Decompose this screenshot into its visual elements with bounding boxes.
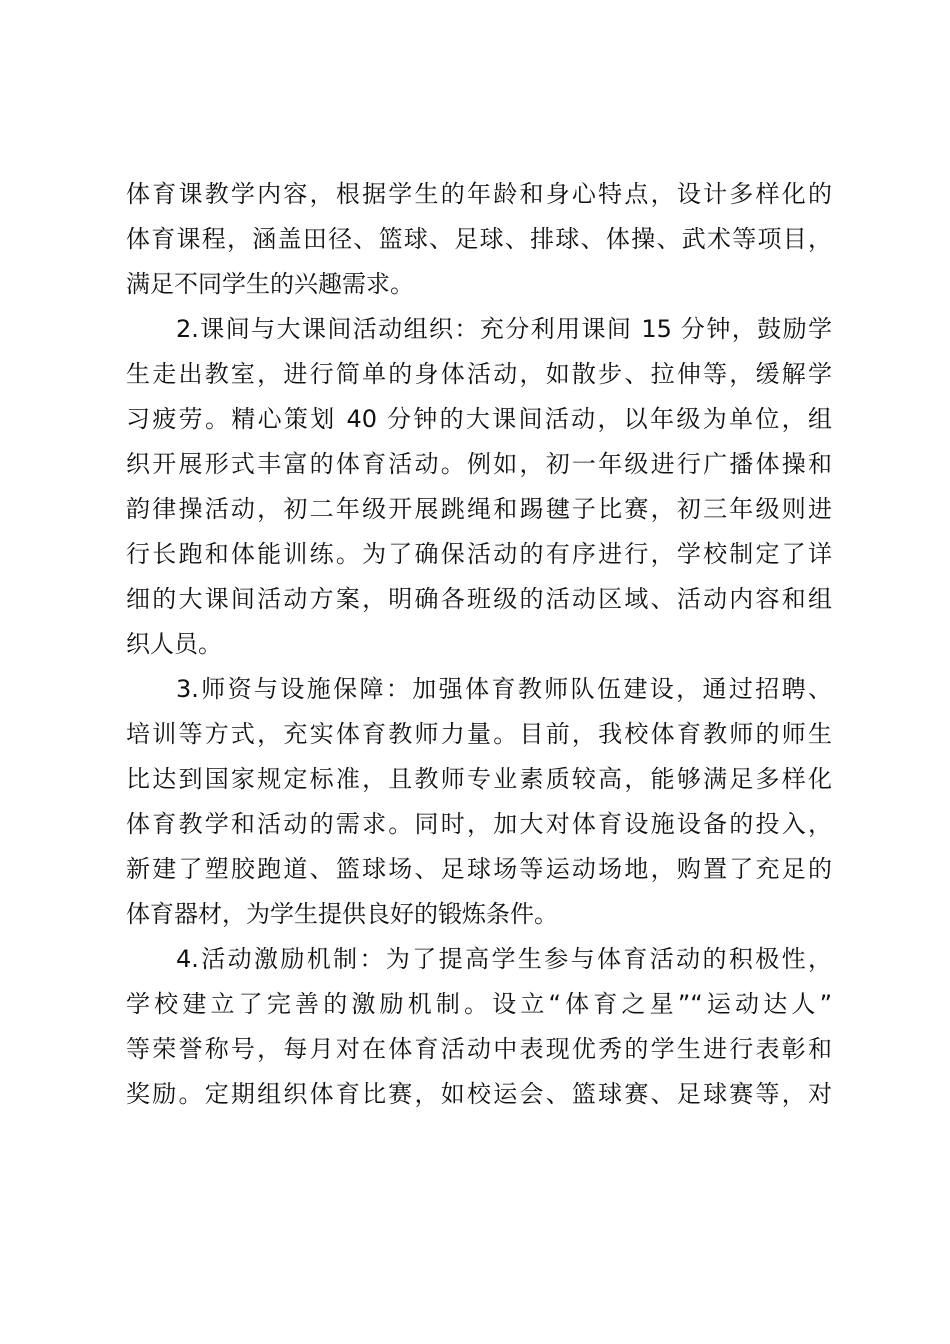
text-line: 体育课程，涵盖田径、篮球、足球、排球、体操、武术等项目， [126,225,832,253]
text-line: 培训等方式，充实体育教师力量。目前，我校体育教师的师生 [126,720,832,748]
text-line: 体育器材，为学生提供良好的锻炼条件。 [126,900,558,928]
text-line: 比达到国家规定标准，且教师专业素质较高，能够满足多样化 [126,765,832,793]
text-line: 奖励。定期组织体育比赛，如校运会、篮球赛、足球赛等，对 [126,1080,832,1108]
text-line: 织开展形式丰富的体育活动。例如，初一年级进行广播体操和 [126,450,832,478]
text-line: 3.师资与设施保障：加强体育教师队伍建设，通过招聘、 [176,675,832,703]
body-text [126,172,832,1117]
text-line: 织人员。 [126,630,222,658]
text-line: 体育课教学内容，根据学生的年龄和身心特点，设计多样化的 [126,180,832,208]
text-line: 新建了塑胶跑道、篮球场、足球场等运动场地，购置了充足的 [126,855,832,883]
text-line: 行长跑和体能训练。为了确保活动的有序进行，学校制定了详 [126,540,832,568]
text-line: 韵律操活动，初二年级开展跳绳和踢毽子比赛，初三年级则进 [126,495,832,523]
text-line: 体育教学和活动的需求。同时，加大对体育设施设备的投入， [126,810,832,838]
text-line: 学校建立了完善的激励机制。设立“体育之星”“运动达人” [126,990,832,1018]
text-line: 等荣誉称号，每月对在体育活动中表现优秀的学生进行表彰和 [126,1035,832,1063]
text-line: 生走出教室，进行简单的身体活动，如散步、拉伸等，缓解学 [126,360,832,388]
text-line: 满足不同学生的兴趣需求。 [126,270,414,298]
text-line: 2.课间与大课间活动组织：充分利用课间 15 分钟，鼓励学 [176,315,832,343]
text-line: 细的大课间活动方案，明确各班级的活动区域、活动内容和组 [126,585,832,613]
text-line: 4.活动激励机制：为了提高学生参与体育活动的积极性， [176,945,832,973]
text-line: 习疲劳。精心策划 40 分钟的大课间活动，以年级为单位，组 [126,405,832,433]
